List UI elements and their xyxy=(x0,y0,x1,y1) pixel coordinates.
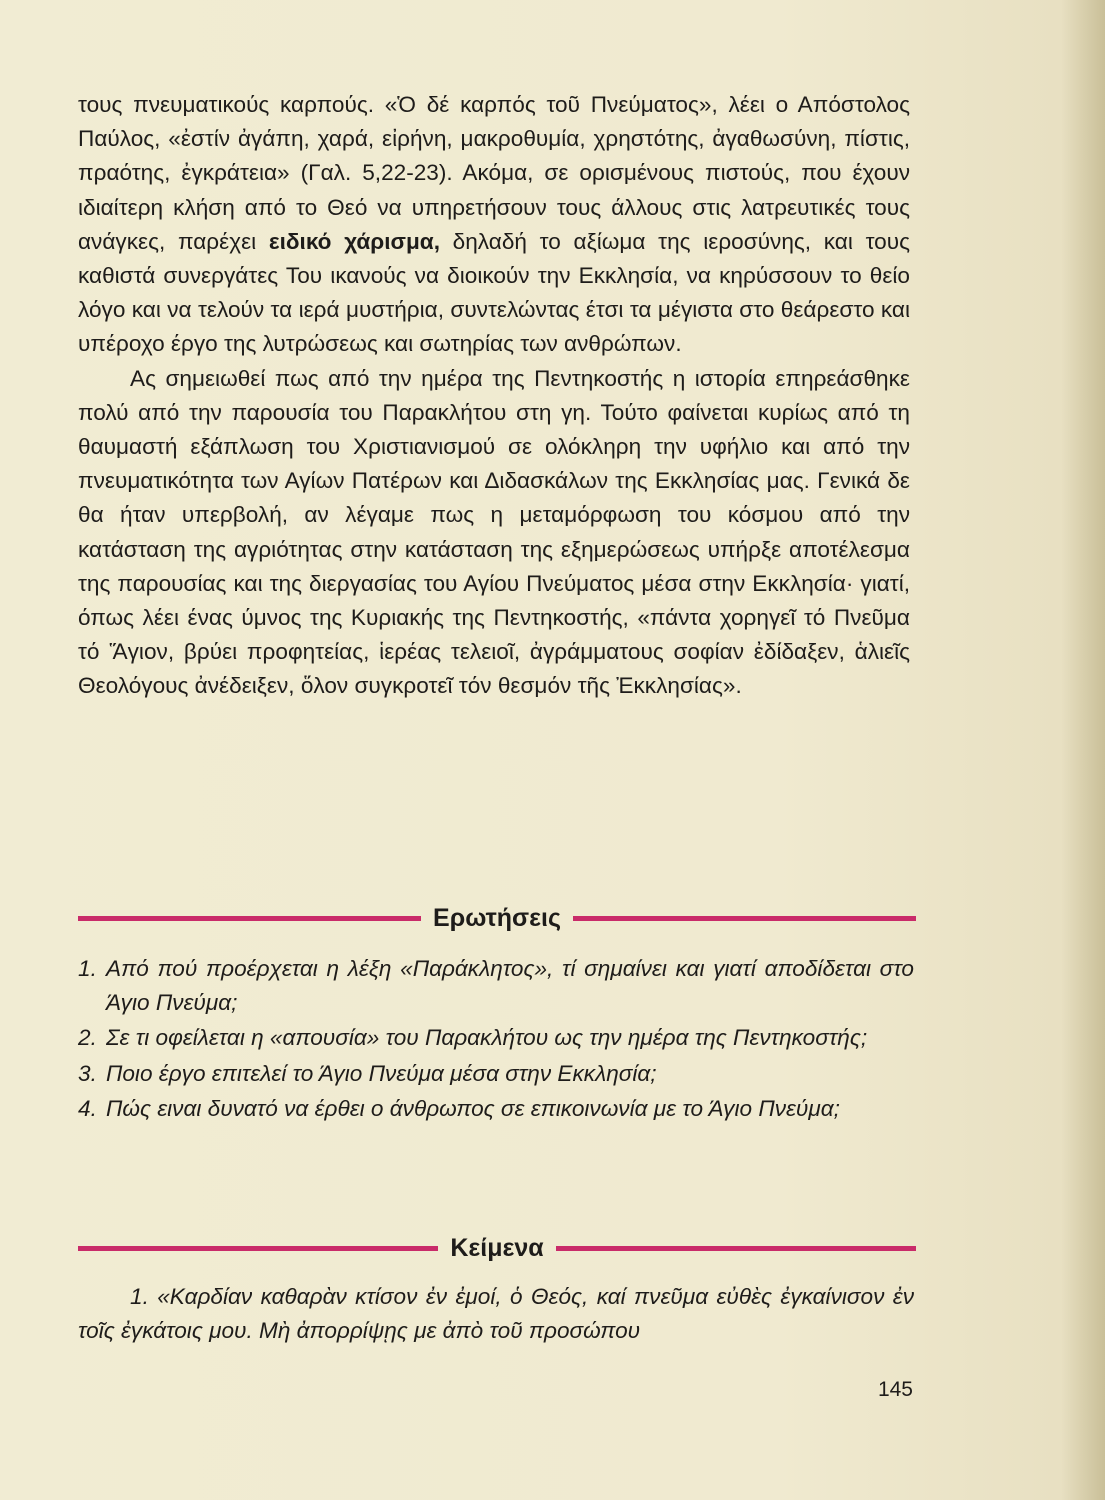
page-number: 145 xyxy=(877,1378,913,1401)
heading-rule-right xyxy=(556,1246,916,1251)
questions-heading xyxy=(78,898,916,938)
question-text: Πώς ειναι δυνατό να έρθει ο άνθρωπος σε επικοινωνία με το Άγιο Πνεύμα; xyxy=(106,1095,840,1121)
question-text: Σε τι οφείλεται η «απουσία» του Παρακλήτου ως την ημέρα της Πεντηκοστής; xyxy=(106,1025,868,1051)
texts-heading xyxy=(78,1228,916,1268)
question-number: 1. xyxy=(78,956,97,981)
question-text: Από πού προέρχεται η λέξη «Παράκλητος», τί σημαίνει και γιατί αποδίδεται στο Άγιο Πνεύμα; xyxy=(106,956,914,1016)
question-item xyxy=(78,1021,914,1055)
question-number: 2. xyxy=(78,1025,97,1051)
scripture-quote: 1. «Καρδίαν καθαρὰν κτίσον ἐν ἐμοί, ὁ Θεός, καί πνεῦμα εὐθὲς ἐγκαίνισον ἐν τοῖς ἐγκάτοις μου. Μὴ ἀπορρίψῃς με ἀπὸ τοῦ προσώπου xyxy=(78,1284,914,1344)
question-item xyxy=(78,952,914,1020)
paragraph-1-text-b: δηλαδή το αξίωμα της ιεροσύνης, και τους καθιστά συνεργάτες Του ικανούς να διοικούν την Εκκλησία, να κηρύσσουν το θείο λόγο και να τελούν τα ιερά μυστήρια, συντελώντας έτσι τα μέγιστα στο θεάρεστο και υπέροχο έργο της λυτρώσεως και σωτηρίας των ανθρώπων. xyxy=(78,228,910,357)
question-number: 4. xyxy=(78,1095,97,1121)
paragraph-1-text-a: τους πνευματικούς καρπούς. «Ὁ δέ καρπός τοῦ Πνεύματος», λέει ο Απόστολος Παύλος, «ἐστίν ἀγάπη, χαρά, εἰρήνη, μακροθυμία, χρηστότης, ἀγαθωσύνη, πίστις, πραότης, ἐγκράτεια» (Γαλ. 5,22-23). Ακόμα, σε ορισμένους πιστούς, που έχουν ιδιαίτερη κλήση από το Θεό να υπηρετήσουν τους άλλους στις λατρευτικές τους ανάγκες, παρέχει xyxy=(78,92,910,254)
texts-title: Κείμενα xyxy=(450,1233,544,1262)
heading-rule-left xyxy=(78,916,421,921)
paragraph-2: Ας σημειωθεί πως από την ημέρα της Πεντηκοστής η ιστορία επηρεάσθηκε πολύ από την παρουσία του Παρακλήτου στη γη. Τούτο φαίνεται κυρίως από τη θαυμαστή εξάπλωση του Χριστιανισμού σε ολόκληρη την υφήλιο και από την πνευματικότητα των Αγίων Πατέρων και Διδασκάλων της Εκκλησίας μας. Γενικά δε θα ήταν υπερβολή, αν λέγαμε πως η μεταμόρφωση του κόσμου από την κατάσταση της αγριότητας στην κατάσταση της εξημερώσεως υπήρξε αποτέλεσμα της παρουσίας και της διεργασίας του Αγίου Πνεύματος μέσα στην Εκκλησία· γιατί, όπως λέει ένας ύμνος της Κυριακής της Πεντηκοστής, «πάντα χορηγεῖ τό Πνεῦμα τό Ἅγιον, βρύει προφητείας, ἱερέας τελειοῖ, ἀγράμματους σοφίαν ἐδίδαξεν, ἁλιεῖς Θεολόγους ἀνέδειξεν, ὅλον συγκροτεῖ τόν θεσμόν τῆς Ἐκκλησίας». xyxy=(78,365,910,699)
question-item xyxy=(78,1092,914,1126)
questions-list xyxy=(78,952,914,1127)
body-text xyxy=(78,88,910,704)
bold-term: ειδικό χάρισμα, xyxy=(268,228,440,254)
paragraph-1 xyxy=(78,88,910,362)
question-number: 3. xyxy=(78,1060,97,1086)
question-text: Ποιο έργο επιτελεί το Άγιο Πνεύμα μέσα στην Εκκλησία; xyxy=(106,1060,657,1086)
questions-title: Ερωτήσεις xyxy=(433,903,561,932)
heading-rule-left xyxy=(78,1246,438,1251)
heading-rule-right xyxy=(573,916,916,921)
question-item xyxy=(78,1057,914,1091)
